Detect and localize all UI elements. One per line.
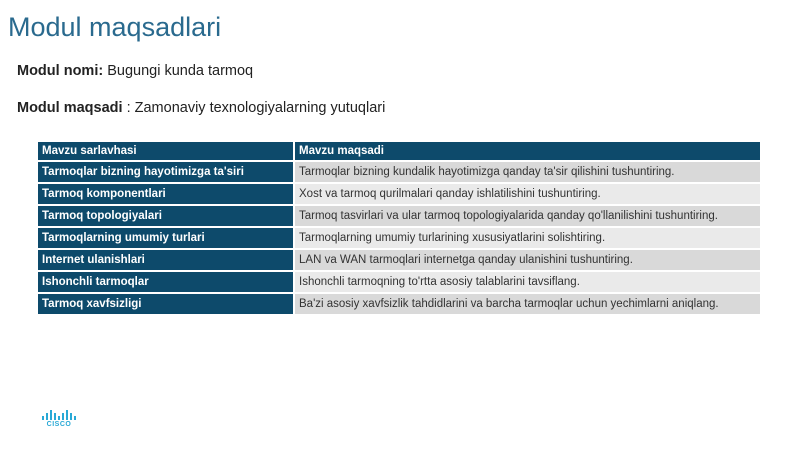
- module-goal-value: Zamonaviy texnologiyalarning yutuqlari: [134, 100, 386, 116]
- module-goal-line: [17, 100, 385, 116]
- topic-title-cell: Internet ulanishlari: [38, 248, 295, 270]
- topic-goal-cell: Tarmoqlar bizning kundalik hayotimizga qanday ta'sir qilishini tushuntiring.: [295, 160, 760, 182]
- topic-goal-cell: Ba'zi asosiy xavfsizlik tahdidlarini va barcha tarmoqlar uchun yechimlarni aniqlang.: [295, 292, 760, 314]
- topic-goal-cell: Tarmoq tasvirlari va ular tarmoq topologiyalarida qanday qo'llanilishini tushuntiring.: [295, 204, 760, 226]
- slide-title: Modul maqsadlari: [8, 12, 222, 42]
- table-row: [38, 292, 760, 314]
- module-name-value: Bugungi kunda tarmoq: [107, 63, 254, 79]
- table-row: [38, 248, 760, 270]
- topic-goal-cell: Xost va tarmoq qurilmalari qanday ishlatilishini tushuntiring.: [295, 182, 760, 204]
- topic-goal-cell: Tarmoqlarning umumiy turlarining xususiyatlarini solishtiring.: [295, 226, 760, 248]
- header-topic-goal: Mavzu maqsadi: [295, 142, 760, 160]
- topic-title-cell: Tarmoqlar bizning hayotimizga ta'siri: [38, 160, 295, 182]
- table-row: [38, 160, 760, 182]
- module-goal-separator: :: [126, 100, 131, 116]
- topic-goal-cell: LAN va WAN tarmoqlari internetga qanday ulanishini tushuntiring.: [295, 248, 760, 270]
- topics-table: [38, 142, 760, 314]
- topic-title-cell: Tarmoqlarning umumiy turlari: [38, 226, 295, 248]
- module-name-line: [17, 63, 253, 79]
- cisco-logo: [42, 410, 76, 432]
- topic-title-cell: Tarmoq xavfsizligi: [38, 292, 295, 314]
- topic-title-cell: Ishonchli tarmoqlar: [38, 270, 295, 292]
- table-row: [38, 226, 760, 248]
- cisco-logo-bars-icon: [42, 410, 76, 420]
- table-row: [38, 204, 760, 226]
- module-name-label: Modul nomi:: [17, 63, 104, 79]
- topic-title-cell: Tarmoq komponentlari: [38, 182, 295, 204]
- table-row: [38, 182, 760, 204]
- table-header-row: [38, 142, 760, 160]
- module-goal-label: Modul maqsadi: [17, 100, 123, 116]
- cisco-logo-text: CISCO: [46, 421, 72, 428]
- topic-goal-cell: Ishonchli tarmoqning to'rtta asosiy talablarini tavsiflang.: [295, 270, 760, 292]
- header-topic-title: Mavzu sarlavhasi: [38, 142, 295, 160]
- table-row: [38, 270, 760, 292]
- topic-title-cell: Tarmoq topologiyalari: [38, 204, 295, 226]
